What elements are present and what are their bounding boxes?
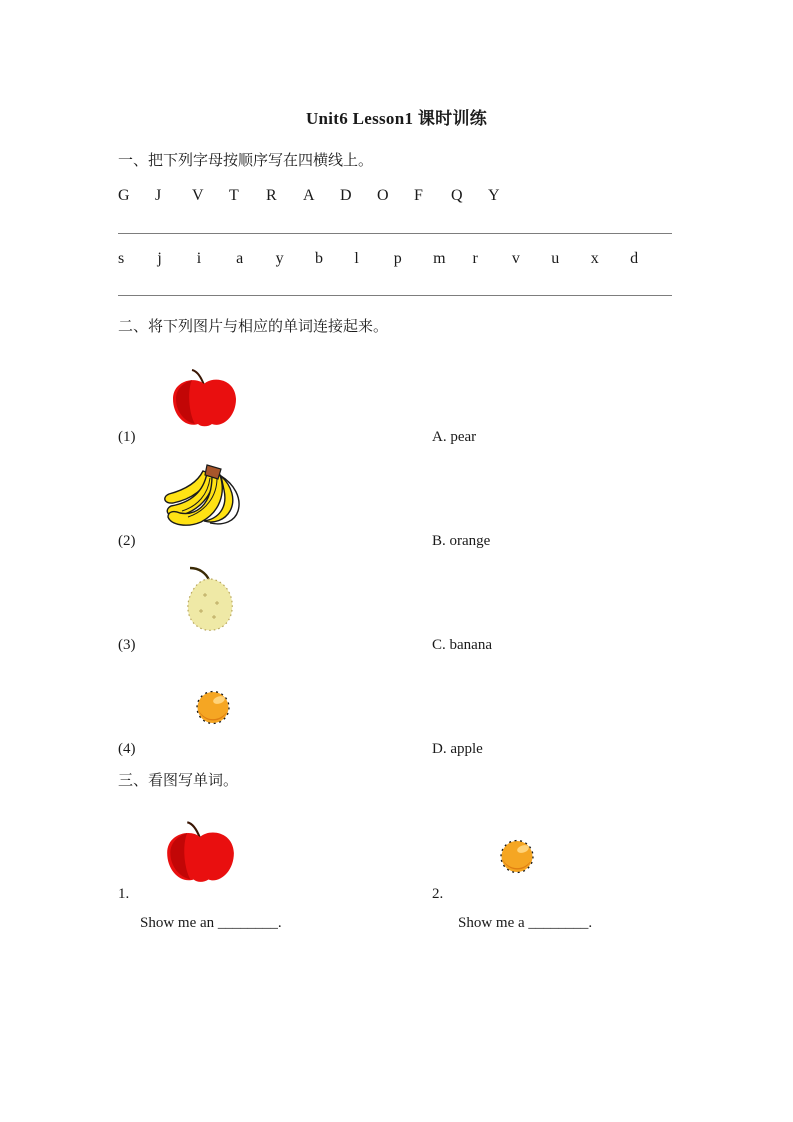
lowercase-letter-row xyxy=(118,250,669,268)
uppercase-letter: A xyxy=(303,187,315,204)
answer-line-2 xyxy=(118,295,672,296)
uppercase-letter: Y xyxy=(488,187,500,204)
item-number-2: (2) xyxy=(118,533,136,549)
lowercase-letter: a xyxy=(236,250,244,267)
section1-heading: 一、把下列字母按顺序写在四横线上。 xyxy=(118,153,374,169)
lowercase-letter: m xyxy=(433,250,446,267)
pear-image xyxy=(181,565,239,635)
write-item-number-1: 1. xyxy=(118,886,130,902)
section3-heading: 三、看图写单词。 xyxy=(118,773,239,789)
write-item-number-2: 2. xyxy=(432,886,444,902)
item-number-1: (1) xyxy=(118,429,136,445)
lowercase-letter: l xyxy=(354,250,359,267)
option-c-label: C. banana xyxy=(432,637,492,653)
uppercase-letter: Q xyxy=(451,187,463,204)
orange-image xyxy=(497,838,537,875)
lowercase-letter: v xyxy=(511,250,520,267)
lowercase-letter: j xyxy=(157,250,162,267)
item-number-3: (3) xyxy=(118,637,136,653)
lowercase-letter: u xyxy=(551,250,560,267)
uppercase-letter-row xyxy=(118,187,525,205)
lowercase-letter: b xyxy=(314,250,323,267)
lowercase-letter: r xyxy=(472,250,478,267)
option-b-label: B. orange xyxy=(432,533,491,549)
item-number-4: (4) xyxy=(118,741,136,757)
orange-image xyxy=(193,689,233,726)
uppercase-letter: T xyxy=(229,187,239,204)
page-title: Unit6 Lesson1 课时训练 xyxy=(305,109,488,128)
uppercase-letter: G xyxy=(118,187,130,204)
banana-image xyxy=(158,462,254,536)
lowercase-letter: i xyxy=(196,250,202,267)
lowercase-letter: y xyxy=(275,250,284,267)
uppercase-letter: R xyxy=(266,187,277,204)
write-sentence-2: Show me a ________. xyxy=(458,915,593,931)
apple-image xyxy=(164,820,236,886)
uppercase-letter: F xyxy=(414,187,423,204)
section2-heading: 二、将下列图片与相应的单词连接起来。 xyxy=(118,319,389,335)
uppercase-letter: O xyxy=(377,187,389,204)
uppercase-letter: V xyxy=(192,187,204,204)
option-d-label: D. apple xyxy=(432,741,483,757)
option-a-label: A. pear xyxy=(432,429,477,445)
lowercase-letter: s xyxy=(118,250,125,267)
lowercase-letter: x xyxy=(590,250,599,267)
uppercase-letter: J xyxy=(155,187,162,204)
write-sentence-1: Show me an ________. xyxy=(140,915,282,931)
lowercase-letter: d xyxy=(630,250,639,267)
lowercase-letter: p xyxy=(393,250,402,267)
answer-line-1 xyxy=(118,233,672,234)
apple-image xyxy=(170,368,238,430)
uppercase-letter: D xyxy=(340,187,352,204)
